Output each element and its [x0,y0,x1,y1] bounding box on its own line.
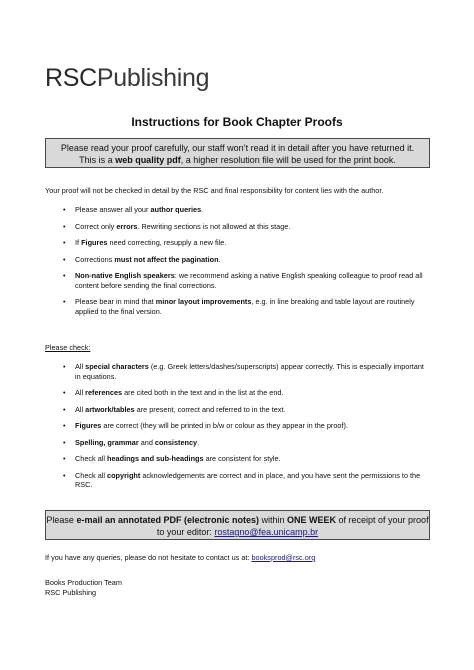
list-item: • Correct only errors. Rewriting sections is not allowed at this stage. [60,222,430,232]
list-item: • Check all headings and sub-headings are consistent for style. [60,454,430,464]
instructions-list [60,205,430,323]
list-item: • Check all copyright acknowledgements are correct and in place, and you have sent the permissions to the RSC. [60,471,430,490]
list-item: • Please bear in mind that minor layout improvements, e.g. in line breaking and table layout are routinely applied to the final version. [60,297,430,316]
email-box-line-2: to your editor: rostagno@fea.unicamp.br [156,527,319,537]
logo-publishing: Publishing [96,64,210,92]
list-item: • Spelling, grammar and consistency. [60,438,430,448]
contact-email-link[interactable]: booksprod@rsc.org [251,553,316,562]
logo-rsc: RSC [45,64,97,92]
email-box-line-1: Please e-mail an annotated PDF (electronic notes) within ONE WEEK of receipt of your proof [46,515,429,525]
notice-box [45,138,430,168]
please-check-heading: Please check: [45,343,91,352]
signoff-team: Books Production Team [45,578,122,587]
list-item: • Please answer all your author queries. [60,205,430,215]
editor-email-link[interactable]: rostagno@fea.unicamp.br [214,527,319,537]
list-item: • If Figures need correcting, resupply a new file. [60,238,430,248]
intro-text: Your proof will not be checked in detail by the RSC and final responsibility for content lies with the author. [45,186,384,195]
page-title: Instructions for Book Chapter Proofs [131,115,343,129]
signoff-org: RSC Publishing [45,587,97,597]
rsc-publishing-logo [45,64,209,93]
list-item: • Figures are correct (they will be printed in b/w or colour as they appear in the proof). [60,421,430,431]
checks-list [60,362,430,497]
list-item: • Non-native English speakers: we recommend asking a native English speaking colleague to proof read all content before sending the final corrections. [60,271,430,290]
notice-line-1: Please read your proof carefully, our staff won’t read it in detail after you have returned it. [60,143,415,153]
email-box [45,510,430,540]
list-item: • All artwork/tables are present, correct and referred to in the text. [60,405,430,415]
list-item: • Corrections must not affect the pagination. [60,255,430,265]
list-item: • All references are cited both in the text and in the list at the end. [60,388,430,398]
list-item: • All special characters (e.g. Greek letters/dashes/superscripts) appear correctly. This is especially important in equations. [60,362,430,381]
notice-line-2: This is a web quality pdf, a higher resolution file will be used for the print book. [79,155,396,165]
signoff [45,578,445,597]
contact-text: If you have any queries, please do not hesitate to contact us at: booksprod@rsc.org [45,553,316,562]
